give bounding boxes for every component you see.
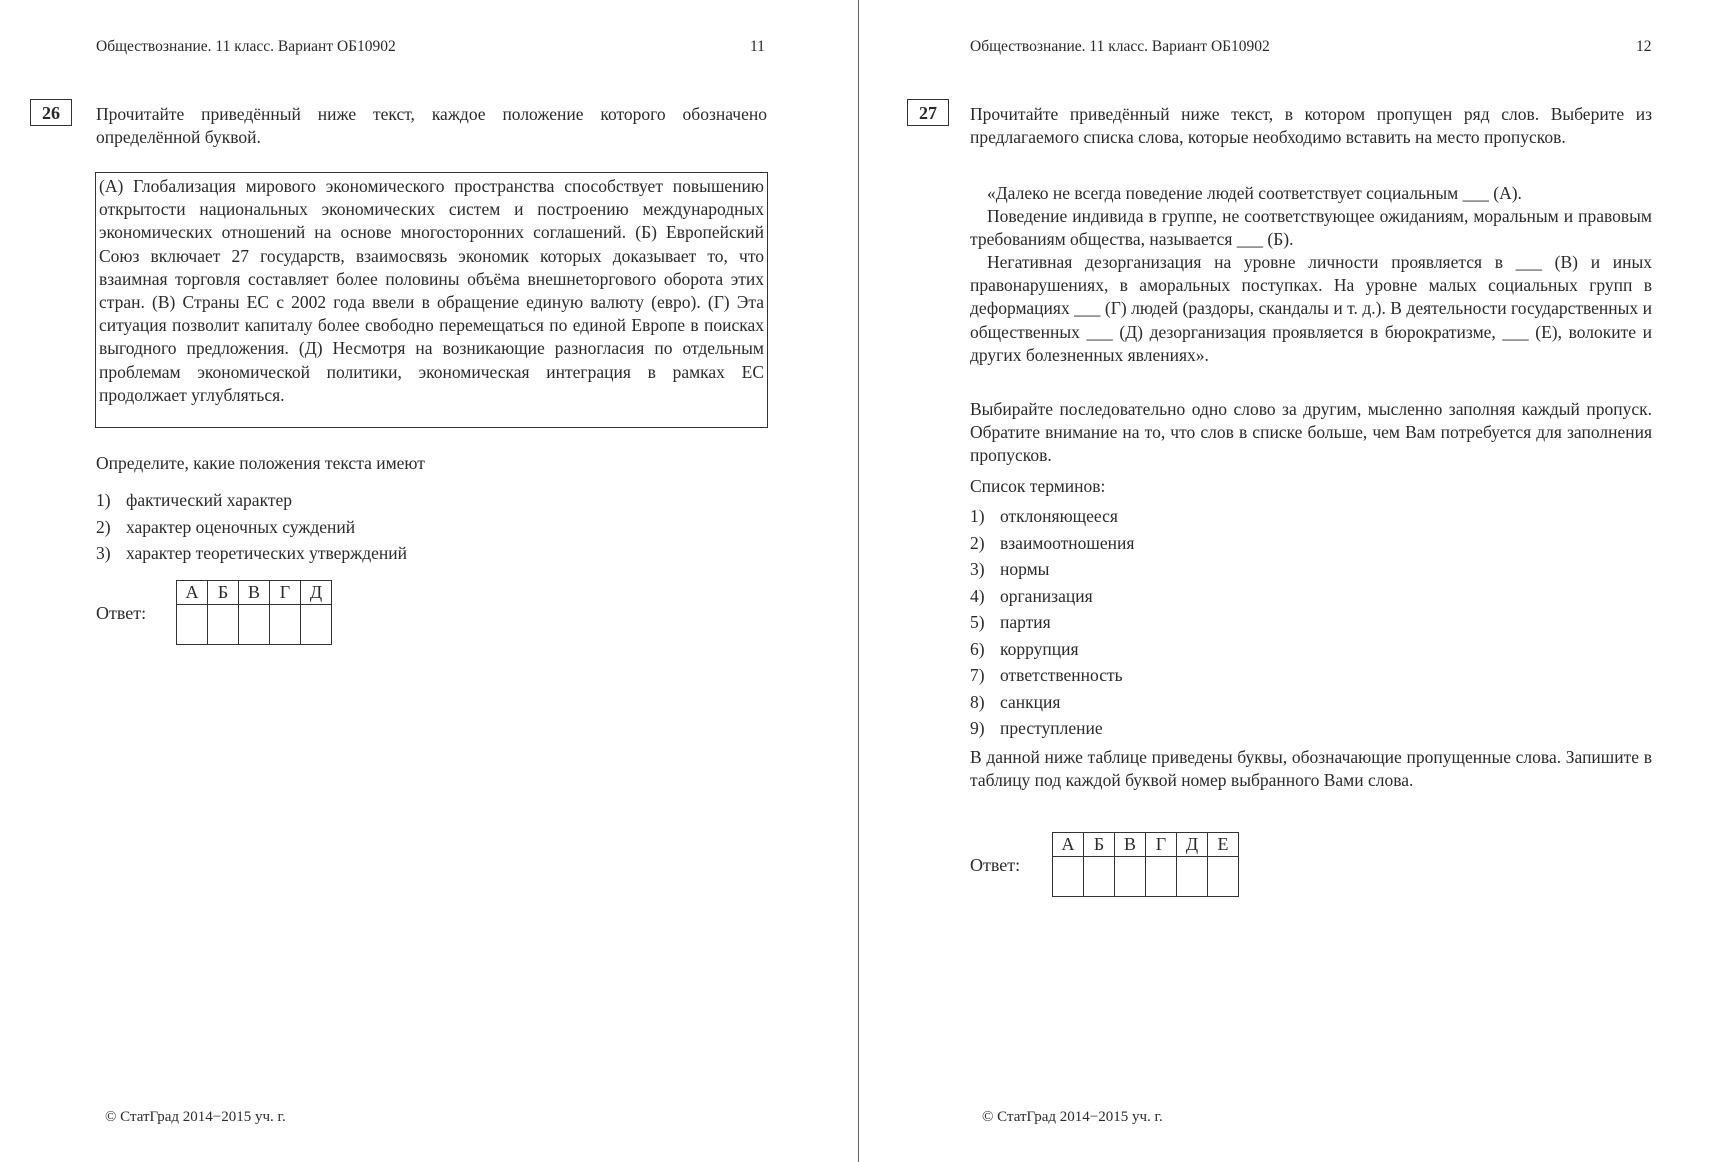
terms-list <box>970 503 1652 742</box>
answer-cell[interactable] <box>208 605 239 645</box>
answer-letter: Г <box>1146 833 1177 857</box>
answer-label: Ответ: <box>96 603 147 623</box>
page-footer: © СтатГрад 2014−2015 уч. г. <box>982 1109 1163 1125</box>
term-item: 7) ответственность <box>970 665 1123 685</box>
page-header: Обществознание. 11 класс. Вариант ОБ10902 <box>96 38 396 55</box>
answer-letter: А <box>177 581 208 605</box>
question-26-options <box>96 487 767 567</box>
page-footer: © СтатГрад 2014−2015 уч. г. <box>105 1109 286 1125</box>
answer-cell[interactable] <box>270 605 301 645</box>
question-27-passage <box>970 182 1652 367</box>
answer-cell[interactable] <box>1177 857 1208 897</box>
option-item: 1) фактический характер <box>96 490 293 510</box>
answer-cell[interactable] <box>1208 857 1239 897</box>
question-27-table-note: В данной ниже таблице приведены буквы, обозначающие пропущенные слова. Запишите в таблицу под каждой буквой номер выбранного Вами слова. <box>970 747 1652 790</box>
question-26-text-box: (А) Глобализация мирового экономического пространства способствует повышению открытости национальных экономических систем и построению международных экономических отношений на основе многосторонних соглашений. (Б) Европейский Союз включает 27 государств, взаимосвязь экономик которых доказывает то, что взаимная торговля составляет более половины объёма внешнеторгового оборота этих стран. (В) Страны ЕС с 2002 года ввели в обращение единую валюту (евро). (Г) Эта ситуация позволит капиталу более свободно перемещаться по единой Европе в поисках выгодного предложения. (Д) Несмотря на возникающие разногласия по отдельным проблемам экономической политики, экономическая интеграция в рамках ЕС продолжает углубляться. <box>95 172 768 428</box>
answer-label: Ответ: <box>970 855 1021 875</box>
answer-letter: Б <box>208 581 239 605</box>
term-item: 3) нормы <box>970 559 1050 579</box>
passage-paragraph: «Далеко не всегда поведение людей соответствует социальным ___ (А). <box>987 183 1522 203</box>
question-27-guide: Выбирайте последовательно одно слово за другим, мысленно заполняя каждый пропуск. Обратите внимание на то, что слов в списке больше, чем Вам потребуется для заполнения пропусков. <box>970 399 1652 465</box>
answer-table-26 <box>176 580 332 645</box>
terms-title: Список терминов: <box>970 476 1106 496</box>
term-item: 9) преступление <box>970 718 1103 738</box>
term-item: 2) взаимоотношения <box>970 532 1135 553</box>
page-header: Обществознание. 11 класс. Вариант ОБ10902 <box>970 38 1270 55</box>
answer-letter: В <box>239 581 270 605</box>
term-item: 5) партия <box>970 612 1051 632</box>
right-page <box>860 0 1716 1162</box>
answer-cell[interactable] <box>1053 857 1084 897</box>
term-item: 1) отклоняющееся <box>970 506 1118 526</box>
answer-letter: В <box>1115 833 1146 857</box>
answer-table-27 <box>1052 832 1239 897</box>
answer-letter: Б <box>1084 833 1115 857</box>
term-item: 4) организация <box>970 585 1093 606</box>
question-number-27: 27 <box>907 99 949 126</box>
answer-cell[interactable] <box>239 605 270 645</box>
term-item: 8) санкция <box>970 691 1061 712</box>
answer-letter: Д <box>301 581 332 605</box>
page-number: 11 <box>750 38 765 55</box>
answer-cell[interactable] <box>1146 857 1177 897</box>
question-26-prompt: Определите, какие положения текста имеют <box>96 453 425 473</box>
option-item: 2) характер оценочных суждений <box>96 516 356 537</box>
answer-letter: А <box>1053 833 1084 857</box>
answer-letter: Д <box>1177 833 1208 857</box>
question-27-instruction: Прочитайте приведённый ниже текст, в котором пропущен ряд слов. Выберите из предлагаемого списка слова, которые необходимо вставить на место пропусков. <box>970 104 1652 147</box>
passage-paragraph: Поведение индивида в группе, не соответствующее ожиданиям, моральным и правовым требованиям общества, называется ___ (Б). <box>970 206 1652 250</box>
page-divider <box>858 0 859 1162</box>
question-number-26: 26 <box>30 99 72 126</box>
answer-letter: Е <box>1208 833 1239 857</box>
question-26-instruction: Прочитайте приведённый ниже текст, каждое положение которого обозначено определённой буквой. <box>96 104 767 147</box>
answer-cell[interactable] <box>1115 857 1146 897</box>
answer-cell[interactable] <box>1084 857 1115 897</box>
option-item: 3) характер теоретических утверждений <box>96 543 408 563</box>
answer-letter: Г <box>270 581 301 605</box>
answer-cell[interactable] <box>301 605 332 645</box>
page-number: 12 <box>1636 38 1652 55</box>
answer-cell[interactable] <box>177 605 208 645</box>
term-item: 6) коррупция <box>970 638 1079 659</box>
passage-paragraph: Негативная дезорганизация на уровне личности проявляется в ___ (В) и иных правонарушениях, в аморальных поступках. На уровне малых социальных групп в деформациях ___ (Г) людей (раздоры, скандалы и т. д.). В деятельности государственных и общественных ___ (Д) дезорганизация проявляется в бюрократизме, ___ (Е), волоките и других болезненных явлениях». <box>970 252 1652 365</box>
